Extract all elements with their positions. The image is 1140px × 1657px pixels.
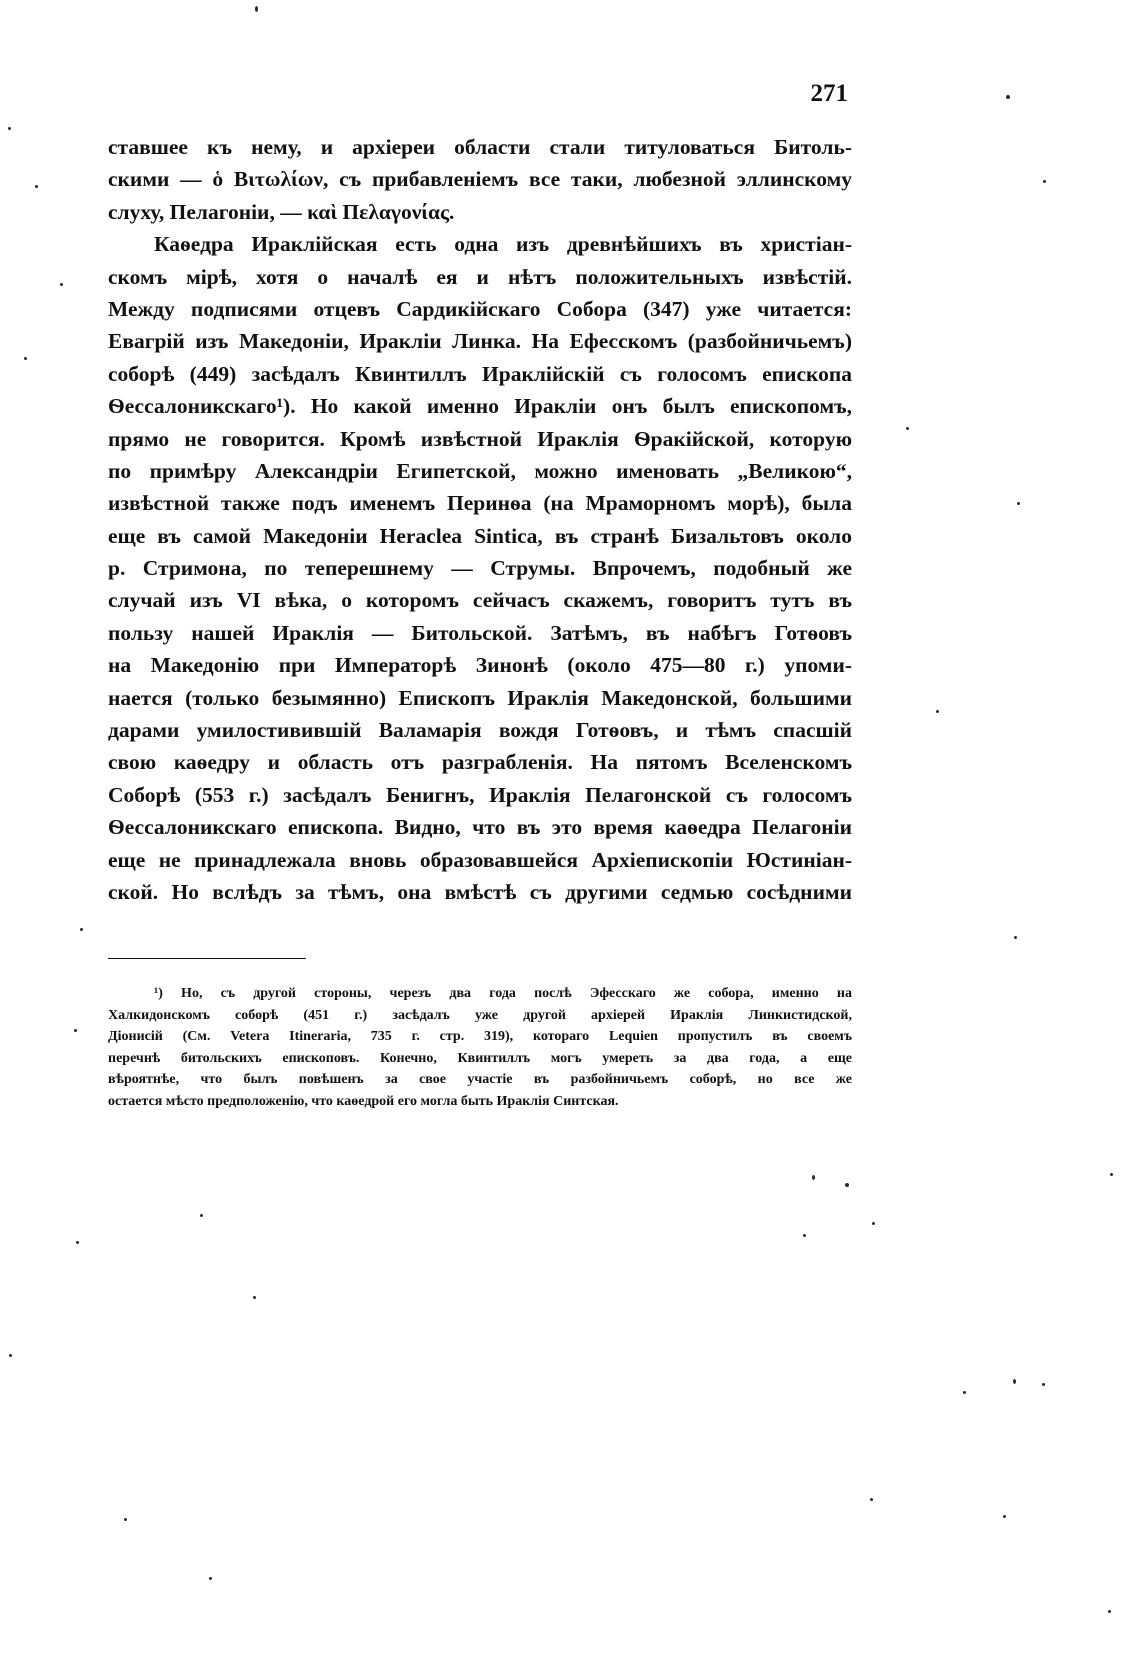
- footnote-line: перечнѣ битольскихъ епископовъ. Конечно, Квинтиллъ могъ умереть за два года, а еще: [108, 1050, 852, 1066]
- text-line: еще не принадлежала вновь образовавшейся Архіепископіи Юстиніан-: [108, 847, 852, 872]
- scan-speck: [803, 1234, 806, 1237]
- text-line: ской. Но вслѣдъ за тѣмъ, она вмѣстѣ съ другими седмью сосѣдними: [108, 879, 852, 904]
- scan-speck: [1108, 1610, 1111, 1613]
- text-line: нается (только безымянно) Епископъ Ираклія Македонской, большими: [108, 685, 852, 710]
- scan-speck: [76, 1241, 79, 1244]
- scan-speck: [200, 1214, 203, 1217]
- text-line: Евагрій изъ Македоніи, Иракліи Линка. На Ефесскомъ (разбойничьемъ): [108, 329, 852, 354]
- scan-speck: [936, 710, 939, 713]
- text-line: Между подписями отцевъ Сардикійскаго Собора (347) уже читается:: [108, 296, 852, 321]
- text-line: Ѳессалоникскаго епископа. Видно, что въ это время каѳедра Пелагоніи: [108, 815, 852, 840]
- footnote-line: остается мѣсто предположенію, что каѳедрой его могла быть Ираклія Синтская.: [108, 1093, 619, 1109]
- scan-speck: [209, 1577, 212, 1580]
- footnote-line: Діонисій (См. Vetera Itineraria, 735 г. стр. 319), котораго Lequien пропустилъ въ своемъ: [108, 1029, 852, 1045]
- text-line: случай изъ VI вѣка, о которомъ сейчасъ скажемъ, говоритъ тутъ въ: [108, 588, 852, 613]
- scan-speck: [1014, 936, 1017, 939]
- scan-speck: [812, 1175, 815, 1180]
- text-line: р. Стримона, по теперешнему — Струмы. Впрочемъ, подобный же: [108, 556, 852, 581]
- scan-speck: [1042, 1383, 1045, 1386]
- text-line: на Македонію при Императорѣ Зинонѣ (около 475—80 г.) упоми-: [108, 653, 852, 678]
- scan-speck: [845, 1183, 849, 1187]
- text-line: свою каѳедру и область отъ разграбленія. На пятомъ Вселенскомъ: [108, 750, 852, 775]
- scan-speck: [255, 6, 258, 12]
- scan-speck: [1043, 180, 1046, 183]
- text-line: по примѣру Александріи Египетской, можно именовать „Великою“,: [108, 458, 852, 483]
- text-line: Соборѣ (553 г.) засѣдалъ Бенигнъ, Ираклія Пелагонской съ голосомъ: [108, 782, 852, 807]
- scan-speck: [9, 1354, 12, 1357]
- text-line: ставшее къ нему, и архіереи области стали титуловаться Битоль-: [108, 135, 852, 159]
- scan-speck: [1006, 95, 1010, 99]
- footnote: [108, 983, 852, 1113]
- scan-speck: [60, 283, 63, 286]
- scan-speck: [74, 1029, 77, 1032]
- scan-speck: [872, 1222, 875, 1225]
- text-line: еще въ самой Македоніи Heraclea Sintica, въ странѣ Бизальтовъ около: [108, 523, 852, 548]
- scan-speck: [24, 357, 27, 360]
- text-line: извѣстной также подъ именемъ Перинѳа (на Мраморномъ морѣ), была: [108, 491, 852, 516]
- footnote-line: ¹) Но, съ другой стороны, черезъ два года послѣ Эфесскаго же собора, именно на: [154, 986, 852, 1001]
- scan-speck: [80, 928, 83, 931]
- scan-speck: [1013, 1379, 1016, 1384]
- scan-speck: [1003, 1515, 1006, 1518]
- footnote-separator: [108, 958, 306, 959]
- scan-speck: [8, 127, 11, 130]
- scan-speck: [1017, 502, 1020, 505]
- scan-speck: [1110, 1173, 1113, 1176]
- scan-speck: [963, 1391, 966, 1394]
- text-line: соборѣ (449) засѣдалъ Квинтиллъ Ираклійскій съ голосомъ епископа: [108, 361, 852, 386]
- footnote-line: вѣроятнѣе, что былъ повѣшенъ за свое участіе въ разбойничьемъ соборѣ, но все же: [108, 1072, 852, 1088]
- text-line: скомъ мірѣ, хотя о началѣ ея и нѣтъ положительныхъ извѣстій.: [108, 264, 852, 289]
- main-text: [108, 131, 852, 908]
- scan-speck: [253, 1296, 256, 1299]
- text-line: дарами умилостивившій Валамарія вождя Готѳовъ, и тѣмъ спасшій: [108, 718, 852, 743]
- text-line: прямо не говорится. Кромѣ извѣстной Ираклія Ѳракійской, которую: [108, 426, 852, 451]
- text-line: скими — ὁ Βιτωλίων, съ прибавленіемъ все таки, любезной эллинскому: [108, 167, 852, 192]
- scan-speck: [906, 427, 909, 430]
- text-line: слуху, Пелагоніи, — καὶ Πελαγονίας.: [108, 199, 455, 224]
- scan-speck: [870, 1498, 873, 1501]
- scan-speck: [124, 1518, 127, 1521]
- text-line: пользу нашей Ираклія — Битольской. Затѣмъ, въ набѣгъ Готѳовъ: [108, 620, 852, 645]
- text-line: Каѳедра Ираклійская есть одна изъ древнѣйшихъ въ христіан-: [154, 232, 852, 257]
- text-line: Ѳессалоникскаго¹). Но какой именно Иракліи онъ былъ епископомъ,: [108, 394, 852, 419]
- page-number: 271: [810, 80, 848, 107]
- footnote-line: Халкидонскомъ соборѣ (451 г.) засѣдалъ уже другой архіерей Ираклія Линкистидской,: [108, 1007, 852, 1023]
- scan-speck: [35, 185, 38, 188]
